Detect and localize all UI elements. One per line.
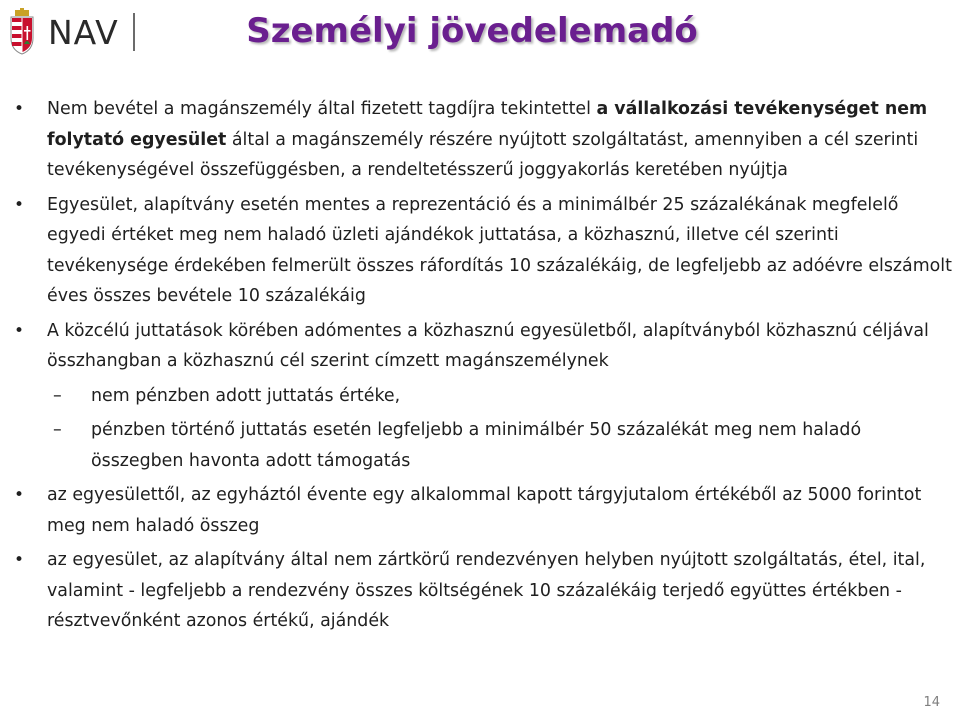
bullet-text: az egyesülettől, az egyháztól évente egy alkalommal kapott tárgyjutalom értékéből az 5000 forintot meg nem haladó összeg bbox=[47, 485, 922, 536]
slide-title: Személyi jövedelemadó bbox=[246, 11, 698, 51]
sub-item-text: pénzben történő juttatás esetén legfeljebb a minimálbér 50 százalékát meg nem haladó összegben havonta adott támogatás bbox=[91, 420, 862, 471]
bullet-item bbox=[0, 480, 960, 541]
bullet-item bbox=[0, 190, 960, 312]
bullet-text: A közcélú juttatások körében adómentes a közhasznú egyesületből, alapítványból közhasznú céljával összhangban a közhasznú cél szerint címzett magánszemélynek bbox=[47, 320, 929, 371]
dash-marker: – bbox=[53, 385, 62, 406]
bullet-marker: • bbox=[14, 99, 25, 119]
bullet-marker: • bbox=[14, 320, 25, 341]
dash-marker: – bbox=[53, 420, 62, 440]
bullet-text-bold: a vállalkozási tevékenységet nem folytató egyesület bbox=[47, 99, 928, 150]
bullet-item bbox=[0, 545, 960, 637]
sub-item bbox=[0, 381, 960, 412]
nav-logo bbox=[8, 8, 135, 56]
sub-item bbox=[0, 415, 960, 476]
page-number: 14 bbox=[923, 695, 940, 710]
slide-content bbox=[0, 94, 960, 641]
bullet-marker: • bbox=[14, 485, 25, 505]
slide-header bbox=[0, 0, 960, 80]
bullet-text: által a magánszemély részére nyújtott szolgáltatást, amennyiben a cél szerinti tevékenységével összefüggésben, a rendeltetésszerű joggyakorlás keretében nyújtja bbox=[47, 129, 919, 180]
bullet-item bbox=[0, 316, 960, 377]
bullet-text: Egyesület, alapítvány esetén mentes a reprezentáció és a minimálbér 25 százalékának megfelelő egyedi értéket meg nem haladó üzleti ajándékok juttatása, a közhasznú, illetve cél szerinti tevékenysége érdekében felmerült összes ráfordítás 10 százalékáig, de legfeljebb az adóévre elszámolt éves összes bevétele 10 százalékáig bbox=[47, 194, 952, 306]
bullet-text: Nem bevétel a magánszemély által fizetett tagdíjra tekintettel bbox=[47, 99, 597, 119]
bullet-marker: • bbox=[14, 550, 25, 570]
hungarian-coat-of-arms-icon bbox=[8, 8, 36, 56]
sub-item-text: nem pénzben adott juttatás értéke, bbox=[91, 385, 401, 406]
logo-text: NAV bbox=[48, 12, 119, 52]
logo-divider bbox=[133, 13, 135, 51]
bullet-marker: • bbox=[14, 194, 25, 215]
bullet-text: az egyesület, az alapítvány által nem zártkörű rendezvényen helyben nyújtott szolgáltatás, étel, ital, valamint - legfeljebb a rendezvény összes költségének 10 százalékáig terjedő együttes értékben - résztvevőnként azonos értékű, ajándék bbox=[47, 550, 926, 631]
bullet-item bbox=[0, 94, 960, 186]
